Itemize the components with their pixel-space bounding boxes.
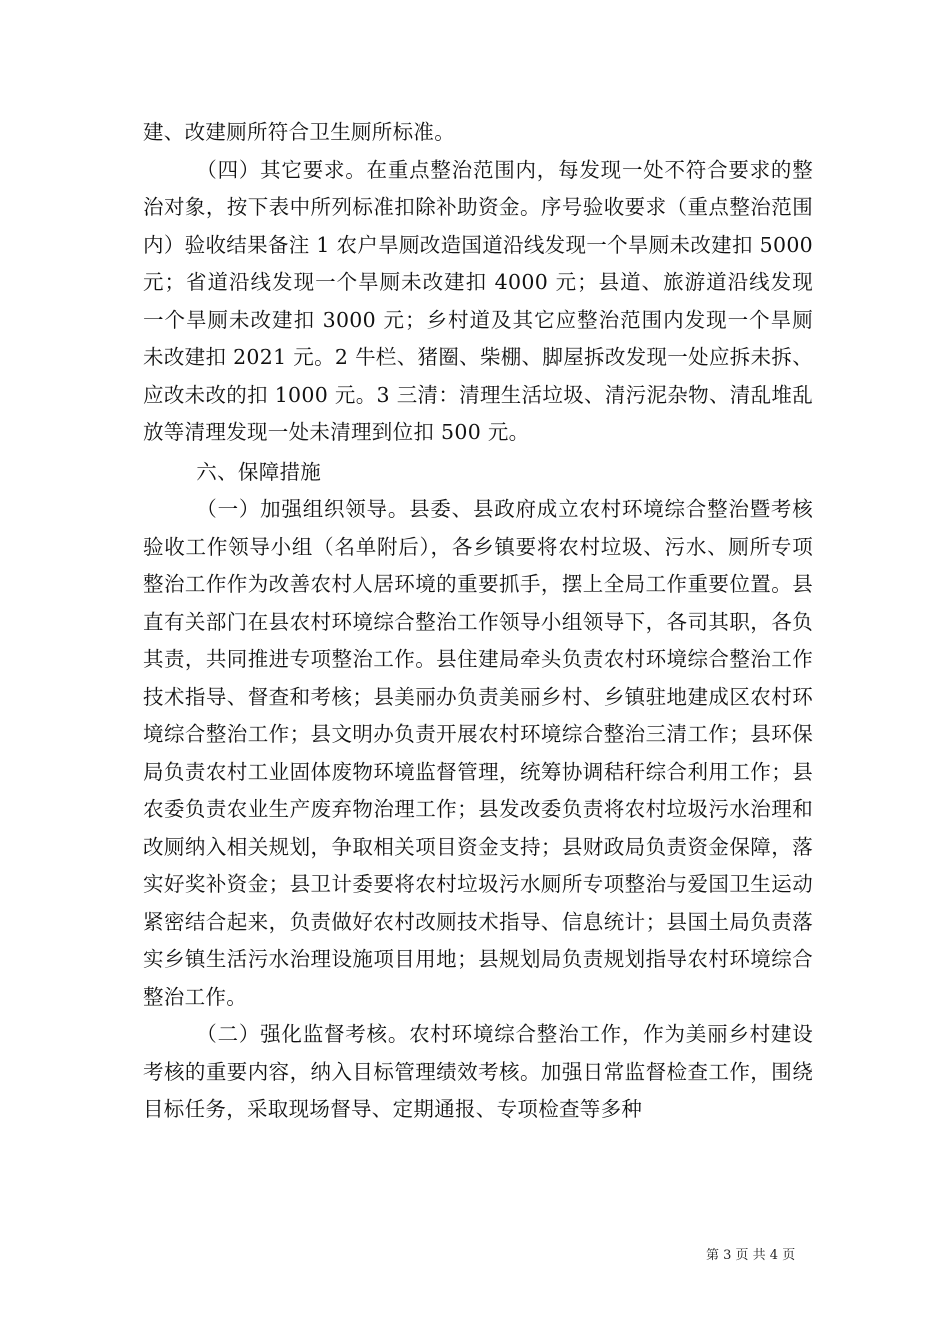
section-heading-safeguard-measures: 六、保障措施 <box>196 459 322 484</box>
paragraph-supervision-assessment: （二）强化监督考核。农村环境综合整治工作，作为美丽乡村建设考核的重要内容，纳入目标管理绩效考核。加强日常监督检查工作，围绕目标任务，采取现场督导、定期通报、专项检查等多种 <box>143 1022 813 1121</box>
paragraph-strengthen-leadership: （一）加强组织领导。县委、县政府成立农村环境综合整治暨考核验收工作领导小组（名单附后），各乡镇要将农村垃圾、污水、厕所专项整治工作作为改善农村人居环境的重要抓手，摆上全局工作重要位置。县直有关部门在县农村环境综合整治工作领导小组领导下，各司其职，各负其责，共同推进专项整治工作。县住建局牵头负责农村环境综合整治工作技术指导、督查和考核；县美丽办负责美丽乡村、乡镇驻地建成区农村环境综合整治工作；县文明办负责开展农村环境综合整治三清工作；县环保局负责农村工业固体废物环境监督管理，统筹协调秸秆综合利用工作；县农委负责农业生产废弃物治理工作；县发改委负责将农村垃圾污水治理和改厕纳入相关规划，争取相关项目资金支持；县财政局负责资金保障，落实好奖补资金；县卫计委要将农村垃圾污水厕所专项整治与爱国卫生运动紧密结合起来，负责做好农村改厕技术指导、信息统计；县国土局负责落实乡镇生活污水治理设施项目用地；县规划局负责规划指导农村环境综合整治工作。 <box>143 497 813 1009</box>
page-number-footer: 第 3 页 共 4 页 <box>706 1248 796 1263</box>
document-body <box>143 114 813 1129</box>
paragraph-continued-toilet-standard: 建、改建厕所符合卫生厕所标准。 <box>143 120 455 144</box>
paragraph-other-requirements: （四）其它要求。在重点整治范围内，每发现一处不符合要求的整治对象，按下表中所列标准扣除补助资金。序号验收要求（重点整治范围内）验收结果备注 1 农户旱厕改造国道沿线发现一个旱厕未改建扣 5000 元；省道沿线发现一个旱厕未改建扣 4000 元；县道、旅游道沿线发现一个旱厕未改建扣 3000 元；乡村道及其它应整治范围内发现一个旱厕未改建扣 2021 元。2 牛栏、猪圈、柴棚、脚屋拆改发现一处应拆未拆、应改未改的扣 1000 元。3 三清：清理生活垃圾、清污泥杂物、清乱堆乱放等清理发现一处未清理到位扣 500 元。 <box>143 157 813 444</box>
